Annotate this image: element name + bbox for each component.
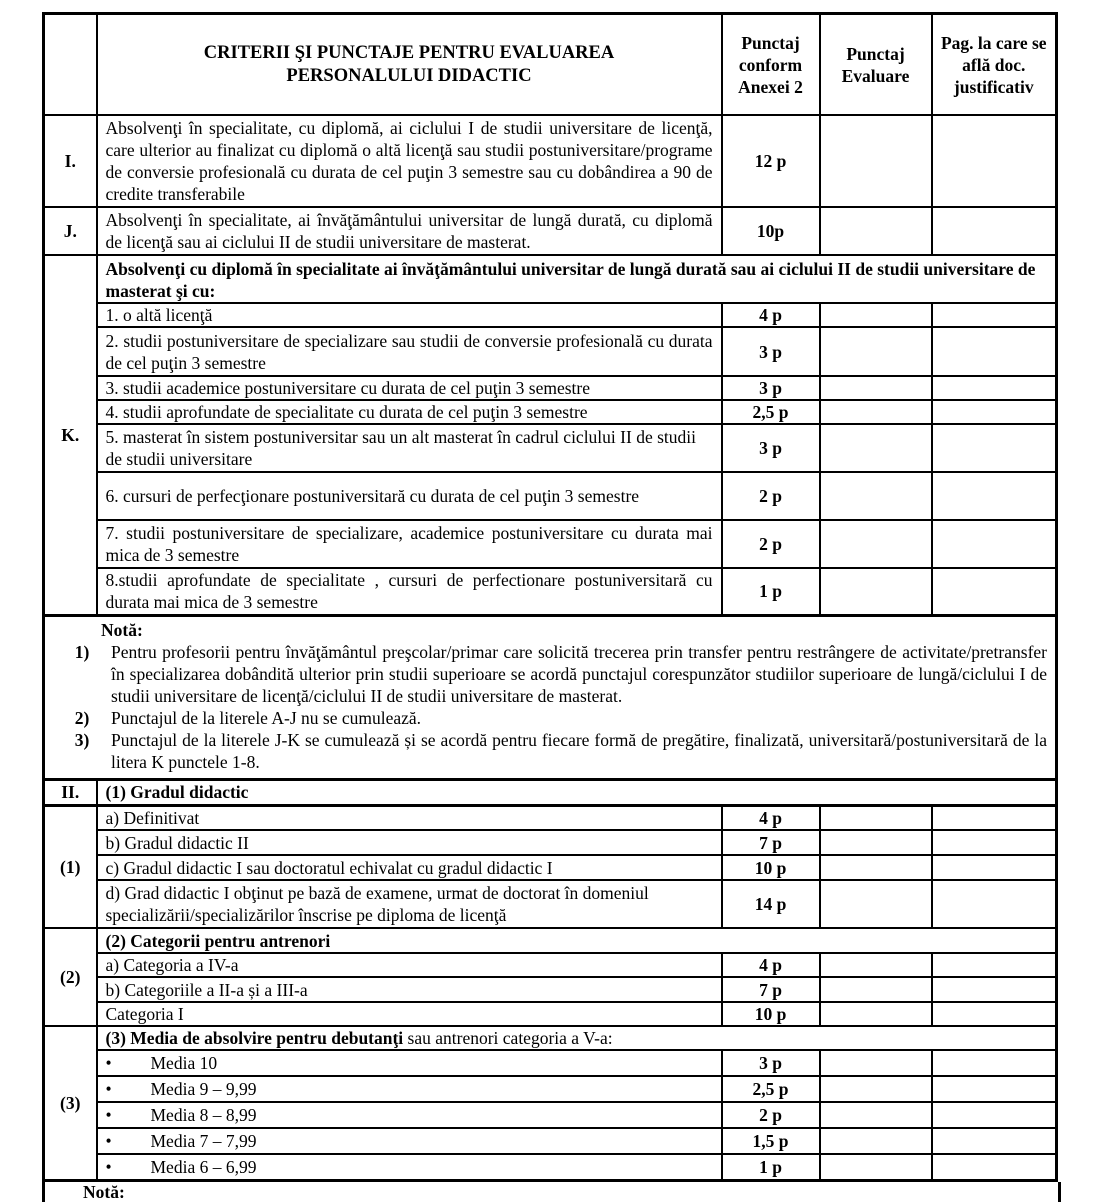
bullet-icon: • (105, 1105, 112, 1125)
section-ii-heading: (1) Gradul didactic (97, 779, 1057, 805)
eval-cell[interactable] (820, 568, 932, 615)
eval-cell[interactable] (820, 1050, 932, 1076)
row-text: d) Grad didactic I obţinut pe bază de examene, urmat de doctorat în domeniul specializării/specializărilor înscrise pe diploma de licenţă (97, 880, 722, 928)
eval-cell[interactable] (820, 953, 932, 977)
bullet-icon: • (105, 1131, 112, 1151)
bottom-note-title: Notă: (83, 1182, 125, 1202)
row-text: a) Categoria a IV-a (97, 953, 722, 977)
table-row (44, 1002, 1057, 1026)
page-cell[interactable] (932, 1102, 1057, 1128)
page-cell[interactable] (932, 1076, 1057, 1102)
row-points: 2 p (722, 520, 820, 568)
row-text: Categoria I (97, 1002, 722, 1026)
header-title-line2: PERSONALULUI DIDACTIC (286, 65, 532, 86)
row-text: b) Gradul didactic II (97, 830, 722, 855)
row-points: 14 p (722, 880, 820, 928)
header-col-page: Pag. la care se află doc. justificativ (932, 14, 1057, 116)
group-label: (1) (44, 805, 97, 928)
row-label: K. (44, 255, 97, 615)
row-points: 4 p (722, 303, 820, 327)
row-label: J. (44, 207, 97, 255)
row-label: I. (44, 115, 97, 207)
note-text: Punctajul de la literele J-K se cumulează și se acordă pentru fiecare formă de pregătire, finalizată, universitară/postuniversitară de la litera K punctele 1-8. (111, 729, 1047, 772)
group-label: (3) (44, 1026, 97, 1180)
bottom-note (42, 1182, 1061, 1202)
eval-cell[interactable] (820, 472, 932, 520)
row-points: 3 p (722, 327, 820, 376)
table-row (44, 255, 1057, 303)
eval-cell[interactable] (820, 424, 932, 472)
note-number: 3) (74, 729, 90, 750)
row-text: c) Gradul didactic I sau doctoratul echivalat cu gradul didactic I (97, 855, 722, 880)
page-cell[interactable] (932, 472, 1057, 520)
note-section (44, 615, 1057, 779)
page-cell[interactable] (932, 1154, 1057, 1180)
row-points: 10p (722, 207, 820, 255)
group-heading-rest: sau antrenori categoria a V-a: (403, 1028, 613, 1048)
header-title-line1: CRITERII ŞI PUNCTAJE PENTRU EVALUAREA (203, 42, 615, 63)
note-text: Punctajul de la literele A-J nu se cumulează. (111, 707, 422, 728)
bullet-icon: • (105, 1156, 112, 1177)
page-cell[interactable] (932, 303, 1057, 327)
table-row (44, 376, 1057, 400)
row-text: 2. studii postuniversitare de specializare sau studii de conversie profesională cu durata de cel puţin 3 semestre (97, 327, 722, 376)
table-header-row (44, 14, 1057, 116)
note-text: Pentru profesorii pentru învăţământul preşcolar/primar care solicită trecerea prin transfer pentru restrângere de activitate/pretransfer în specializarea dobândită ulterior prin studii superioare se acordă punctajul corespunzător studiilor superioare de lungă/ciclului I de studii universitare de licenţă/ciclului II de studii universitare de masterat. (111, 641, 1047, 706)
page-cell[interactable] (932, 977, 1057, 1002)
row-points: 1,5 p (722, 1128, 820, 1154)
page-cell[interactable] (932, 424, 1057, 472)
page-cell[interactable] (932, 830, 1057, 855)
row-points: 10 p (722, 855, 820, 880)
row-text: 4. studii aprofundate de specialitate cu durata de cel puţin 3 semestre (97, 400, 722, 424)
eval-cell[interactable] (820, 115, 932, 207)
row-text: Media 10 (150, 1053, 218, 1073)
eval-cell[interactable] (820, 520, 932, 568)
page-cell[interactable] (932, 207, 1057, 255)
header-col-eval: Punctaj Evaluare (820, 14, 932, 116)
eval-cell[interactable] (820, 805, 932, 830)
eval-cell[interactable] (820, 1002, 932, 1026)
table-row (44, 472, 1057, 520)
row-label: II. (44, 779, 97, 805)
table-row (44, 805, 1057, 830)
row-points: 4 p (722, 805, 820, 830)
criteria-table (42, 12, 1058, 1182)
row-points: 3 p (722, 376, 820, 400)
table-row (44, 400, 1057, 424)
header-title (97, 14, 722, 116)
table-row (44, 520, 1057, 568)
page-cell[interactable] (932, 1002, 1057, 1026)
page-cell[interactable] (932, 953, 1057, 977)
note-item (53, 729, 1047, 773)
row-text: 7. studii postuniversitare de specializare, academice postuniversitare cu durata mai mica de 3 semestre (97, 520, 722, 568)
eval-cell[interactable] (820, 880, 932, 928)
header-empty-cell (44, 14, 97, 116)
eval-cell[interactable] (820, 1076, 932, 1102)
note-item (53, 707, 1047, 729)
table-row (44, 880, 1057, 928)
row-text: b) Categoriile a II-a și a III-a (97, 977, 722, 1002)
table-row (44, 928, 1057, 953)
page-cell[interactable] (932, 400, 1057, 424)
table-row (44, 1026, 1057, 1050)
table-row (44, 424, 1057, 472)
page-cell[interactable] (932, 1050, 1057, 1076)
page-cell[interactable] (932, 327, 1057, 376)
page-cell[interactable] (932, 805, 1057, 830)
row-points: 12 p (722, 115, 820, 207)
row-text: Absolvenţi în specialitate, ai învăţământului universitar de lungă durată, cu diplomă de licenţă sau ai ciclului II de studii universitare de masterat. (97, 207, 722, 255)
eval-cell[interactable] (820, 207, 932, 255)
eval-cell[interactable] (820, 327, 932, 376)
row-text: Absolvenţi în specialitate, cu diplomă, ai ciclului I de studii universitare de licenţă, care ulterior au finalizat cu diplomă o altă licenţă sau studii postuniversitare/programe de conversie profesională cu durata de cel puţin 3 semestre sau cu dobândirea a 90 de credite transferabile (97, 115, 722, 207)
group-label: (2) (44, 928, 97, 1026)
eval-cell[interactable] (820, 1154, 932, 1180)
eval-cell[interactable] (820, 303, 932, 327)
row-points: 2 p (722, 472, 820, 520)
eval-cell[interactable] (820, 400, 932, 424)
table-row (44, 303, 1057, 327)
row-text: Media 9 – 9,99 (150, 1079, 257, 1099)
eval-cell[interactable] (820, 1128, 932, 1154)
table-row (44, 953, 1057, 977)
table-row (44, 1050, 1057, 1076)
row-points: 3 p (722, 424, 820, 472)
bullet-icon: • (105, 1079, 112, 1099)
eval-cell[interactable] (820, 1102, 932, 1128)
row-points: 1 p (722, 1154, 820, 1180)
row-text: Media 8 – 8,99 (150, 1105, 257, 1125)
table-row (44, 327, 1057, 376)
page-cell[interactable] (932, 1128, 1057, 1154)
row-points: 4 p (722, 953, 820, 977)
row-points: 2 p (722, 1102, 820, 1128)
row-text: 1. o altă licenţă (97, 303, 722, 327)
note-number: 1) (74, 641, 90, 662)
table-row (44, 115, 1057, 207)
note-number: 2) (74, 707, 90, 728)
group-heading: (2) Categorii pentru antrenori (97, 928, 1057, 953)
row-text: a) Definitivat (97, 805, 722, 830)
page-cell[interactable] (932, 376, 1057, 400)
row-text: Media 7 – 7,99 (150, 1131, 257, 1151)
row-points: 2,5 p (722, 1076, 820, 1102)
table-row (44, 1128, 1057, 1154)
row-text: 3. studii academice postuniversitare cu durata de cel puţin 3 semestre (97, 376, 722, 400)
note-item (53, 641, 1047, 707)
header-col-points: Punctaj conform Anexei 2 (722, 14, 820, 116)
page-cell[interactable] (932, 520, 1057, 568)
page-cell[interactable] (932, 115, 1057, 207)
eval-cell[interactable] (820, 977, 932, 1002)
note-title: Notă: (101, 619, 143, 640)
table-row (44, 977, 1057, 1002)
page-cell[interactable] (932, 568, 1057, 615)
page-cell[interactable] (932, 855, 1057, 880)
row-points: 10 p (722, 1002, 820, 1026)
table-row (44, 830, 1057, 855)
row-text: 5. masterat în sistem postuniversitar sau un alt masterat în cadrul ciclului II de studii de studii universitare (97, 424, 722, 472)
eval-cell[interactable] (820, 376, 932, 400)
table-row (44, 568, 1057, 615)
row-points: 1 p (722, 568, 820, 615)
row-points: 7 p (722, 830, 820, 855)
row-points: 3 p (722, 1050, 820, 1076)
row-text: 8.studii aprofundate de specialitate , cursuri de perfectionare postuniversitară cu durata mai mica de 3 semestre (97, 568, 722, 615)
section-k-heading: Absolvenţi cu diplomă în specialitate ai învăţământului universitar de lungă durată sau ai ciclului II de studii universitare de masterat şi cu: (97, 255, 1057, 303)
row-text: 6. cursuri de perfecţionare postuniversitară cu durata de cel puţin 3 semestre (97, 472, 722, 520)
table-row (44, 1102, 1057, 1128)
group-heading (97, 1026, 1057, 1050)
bullet-icon: • (105, 1053, 112, 1073)
table-row (44, 1154, 1057, 1180)
table-row (44, 1076, 1057, 1102)
table-row (44, 855, 1057, 880)
table-row (44, 779, 1057, 805)
row-points: 7 p (722, 977, 820, 1002)
eval-cell[interactable] (820, 855, 932, 880)
page-cell[interactable] (932, 880, 1057, 928)
eval-cell[interactable] (820, 830, 932, 855)
row-points: 2,5 p (722, 400, 820, 424)
table-row (44, 207, 1057, 255)
row-text: Media 6 – 6,99 (150, 1156, 257, 1177)
group-heading-bold: (3) Media de absolvire pentru debutanţi (105, 1028, 404, 1048)
